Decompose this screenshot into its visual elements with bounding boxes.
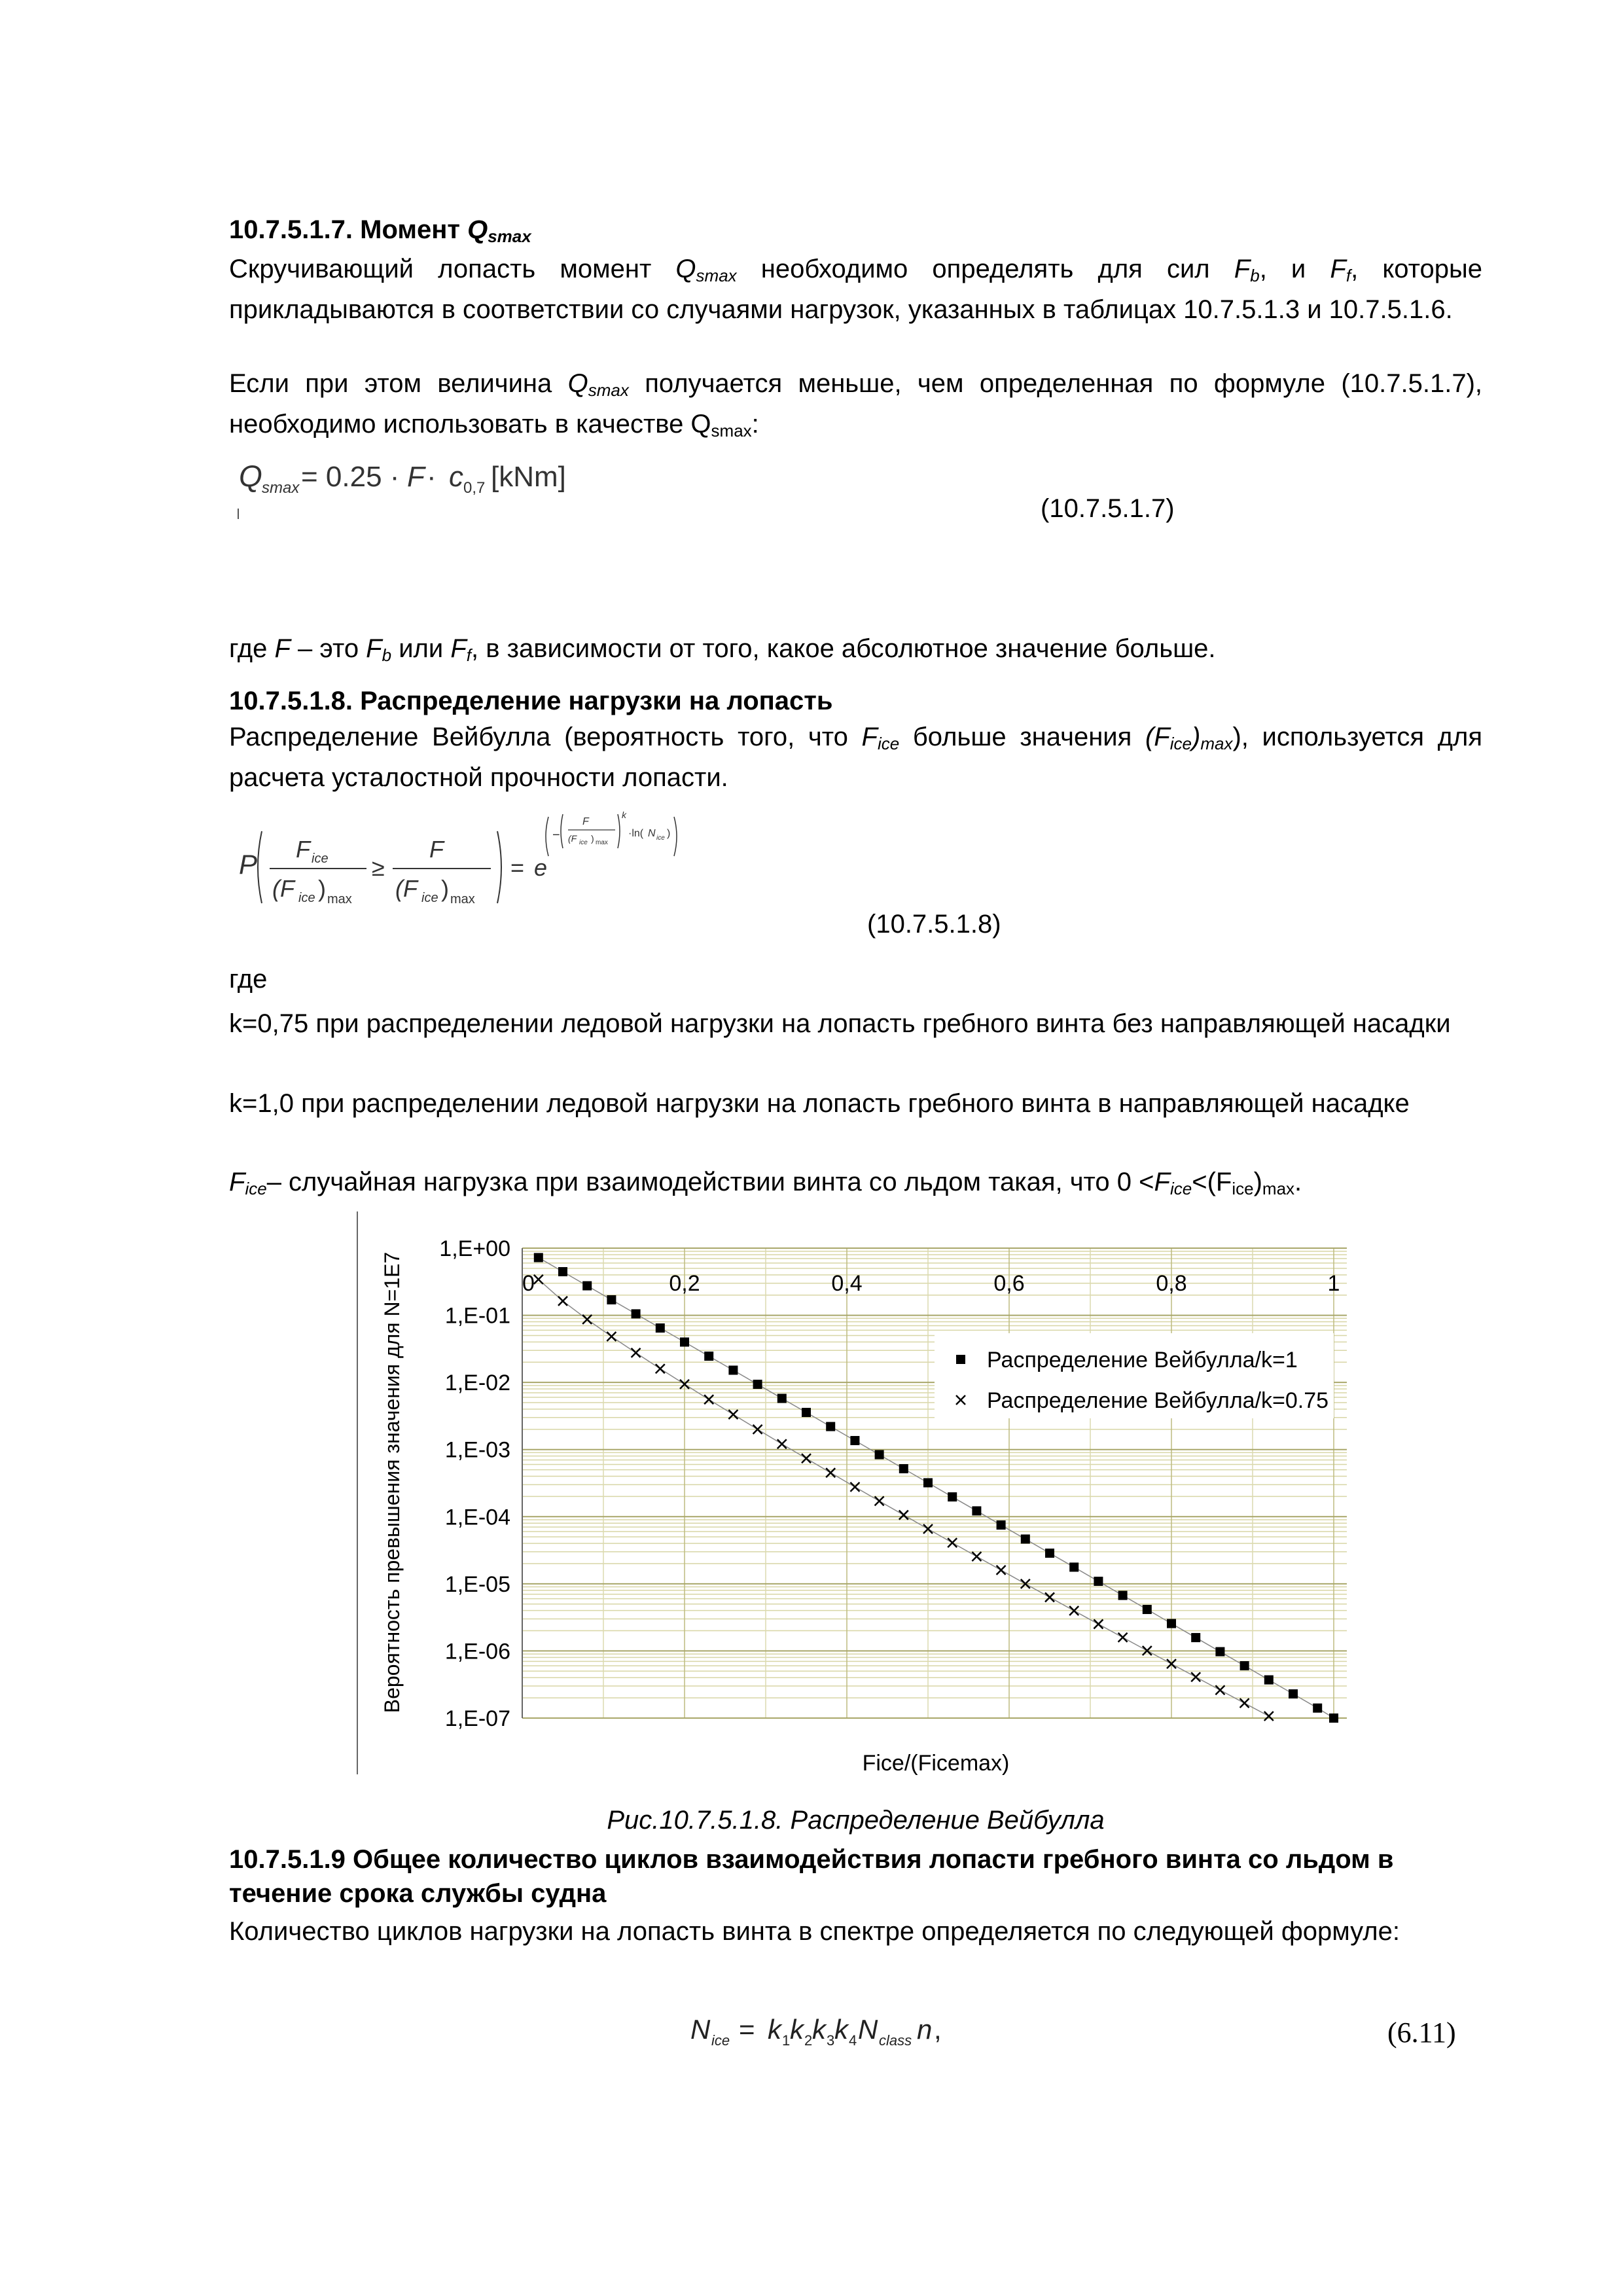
- svg-text:0,7: 0,7: [463, 479, 486, 497]
- svg-text:): ): [667, 828, 671, 839]
- heading-text: 10.7.5.1.8. Распределение нагрузки на лопасть: [229, 687, 833, 715]
- data-point-series-1: [632, 1309, 641, 1318]
- section-heading-load-distribution: [229, 684, 1482, 718]
- svg-text:ice: ice: [298, 891, 315, 905]
- data-point-series-1: [728, 1365, 738, 1374]
- text-line: Распределение Вейбулла (вероятность того, что $F_{ice}$ больше значения $(F_{ice})_{max}$), используется для расчета усталостной прочности лопасти.: [229, 723, 1482, 792]
- data-point-series-1: [582, 1282, 592, 1291]
- svg-text:): ): [318, 875, 326, 902]
- data-point-series-1: [1045, 1549, 1054, 1558]
- data-point-series-1: [1240, 1661, 1249, 1670]
- svg-text:max: max: [596, 839, 608, 846]
- data-point-series-1: [1191, 1633, 1200, 1642]
- heading-text: 10.7.5.1.9 Общее количество циклов взаимодействия лопасти гребного винта со льдом в течение срока службы судна: [229, 1845, 1394, 1908]
- paragraph-f-definition: [229, 632, 1482, 672]
- svg-text:F: F: [429, 836, 444, 863]
- svg-text:F: F: [582, 816, 589, 827]
- svg-text:ice: ice: [579, 839, 588, 846]
- y-tick-label: 1,E-01: [444, 1303, 510, 1329]
- paragraph-moment-definition: [229, 252, 1482, 327]
- data-point-series-1: [1167, 1619, 1176, 1628]
- data-point-series-1: [1118, 1591, 1128, 1600]
- formula-qsmax: [236, 455, 576, 530]
- svg-text:≥: ≥: [372, 854, 385, 881]
- svg-text:max: max: [327, 892, 352, 906]
- x-tick-label: 0,8: [1156, 1271, 1187, 1296]
- svg-text:c: c: [449, 461, 463, 493]
- data-point-series-1: [1329, 1713, 1338, 1723]
- svg-text:k: k: [834, 2014, 848, 2045]
- svg-text:ice: ice: [421, 891, 438, 905]
- data-point-series-1: [972, 1506, 981, 1515]
- y-tick-label: 1,E-02: [444, 1371, 510, 1396]
- weibull-chart: [353, 1208, 1361, 1777]
- data-point-series-1: [1264, 1676, 1274, 1685]
- y-tick-label: 1,E-06: [444, 1639, 510, 1664]
- text-line: $F_{ice}-$ случайная нагрузка при взаимодействии винта со льдом такая, что $0 <F_{ice}<(Fice)\max$.: [229, 1168, 1302, 1198]
- y-axis-label: Вероятность превышения значения для N=1E7: [380, 1251, 404, 1713]
- y-tick-label: 1,E-03: [444, 1437, 510, 1463]
- x-tick-label: 0,6: [993, 1271, 1025, 1296]
- paragraph-k10: [229, 1086, 1482, 1121]
- paragraph-k075: [229, 1007, 1482, 1041]
- data-point-series-1: [534, 1253, 543, 1262]
- data-point-series-1: [875, 1450, 884, 1460]
- svg-text:k: k: [622, 810, 626, 820]
- svg-text:): ): [591, 833, 594, 844]
- data-point-series-1: [802, 1408, 811, 1417]
- text-line: Если при этом величина $Q_{smax}$ получается меньше, чем определенная по формуле (10.7.5.1.7), необходимо использовать в качестве Qsmax:: [229, 369, 1482, 440]
- formula-weibull-image: [236, 805, 707, 923]
- svg-text:ice: ice: [312, 852, 329, 866]
- text-line: k=0,75 при распределении ледовой нагрузки на лопасть гребного винта без направляющей насадки: [229, 1009, 1451, 1038]
- formula-qsmax-image: [236, 455, 576, 527]
- data-point-series-1: [850, 1436, 859, 1445]
- paragraph-fice: [229, 1165, 1482, 1206]
- y-tick-label: 1,E-07: [444, 1706, 510, 1731]
- svg-text:N: N: [648, 828, 656, 839]
- svg-text:·: ·: [427, 461, 437, 493]
- svg-text:smax: smax: [262, 479, 300, 497]
- equation-number: (6.11): [1387, 2017, 1456, 2049]
- svg-text:= 0.25 ·: = 0.25 ·: [301, 461, 400, 493]
- legend-label-1: Распределение Вейбулла/k=1: [987, 1348, 1298, 1372]
- formula-weibull: [236, 805, 707, 926]
- svg-text:k: k: [768, 2014, 781, 2045]
- figure-caption: Рис.10.7.5.1.8. Распределение Вейбулла: [607, 1806, 1105, 1835]
- svg-text:·ln(: ·ln(: [628, 828, 644, 839]
- text-line: где: [229, 965, 268, 994]
- svg-text:N: N: [690, 2014, 711, 2045]
- paragraph-cycles: [229, 1914, 1482, 1948]
- svg-text:F: F: [407, 461, 425, 493]
- svg-text:ice: ice: [656, 834, 665, 842]
- x-tick-label: 0,4: [831, 1271, 863, 1296]
- paragraph-where: [229, 962, 1482, 996]
- svg-text:k: k: [812, 2014, 826, 2045]
- equation-number: (10.7.5.1.7): [1041, 494, 1175, 523]
- data-point-series-1: [777, 1394, 787, 1403]
- svg-text:−: −: [552, 828, 560, 842]
- data-point-series-1: [1289, 1689, 1298, 1698]
- x-tick-label: 0: [522, 1271, 535, 1296]
- data-point-series-1: [899, 1464, 908, 1473]
- data-point-series-1: [1215, 1647, 1224, 1657]
- svg-text:3: 3: [827, 2032, 835, 2049]
- data-point-series-1: [753, 1380, 762, 1389]
- data-point-series-1: [607, 1295, 616, 1304]
- data-point-series-1: [1143, 1605, 1152, 1614]
- equation-number: (10.7.5.1.8): [867, 910, 1001, 939]
- svg-text:2: 2: [804, 2032, 813, 2049]
- y-tick-label: 1,E+00: [439, 1236, 510, 1261]
- svg-text:Q: Q: [239, 459, 262, 493]
- data-point-series-1: [704, 1352, 713, 1361]
- heading-subscript: smax: [488, 226, 531, 246]
- svg-text:1: 1: [782, 2032, 791, 2049]
- svg-text:n: n: [917, 2014, 933, 2045]
- heading-text: 10.7.5.1.7. Момент: [229, 215, 460, 244]
- data-point-series-1: [1313, 1704, 1322, 1713]
- paragraph-moment-condition: [229, 367, 1482, 448]
- data-point-series-1: [656, 1323, 665, 1333]
- svg-text:k: k: [790, 2014, 804, 2045]
- x-tick-label: 0,2: [669, 1271, 700, 1296]
- svg-text:max: max: [450, 892, 475, 906]
- data-point-series-1: [1069, 1562, 1079, 1571]
- svg-text:class: class: [879, 2032, 912, 2049]
- text-line: Скручивающий лопасть момент $Q_{smax}$ необходимо определять для сил $F_b$, и $F_f$, которые прикладываются в соответствии со случаями нагрузок, указанных в таблицах 10.7.5.1.3 и 10.7.5.1.6.: [229, 255, 1482, 324]
- data-point-series-1: [1021, 1534, 1030, 1543]
- data-point-series-1: [680, 1338, 689, 1347]
- text-line: Количество циклов нагрузки на лопасть винта в спектре определяется по следующей формуле:: [229, 1917, 1400, 1946]
- svg-text:): ): [441, 875, 449, 902]
- svg-text:,: ,: [934, 2014, 942, 2045]
- svg-text:F: F: [296, 836, 310, 863]
- x-tick-label: 1: [1327, 1271, 1340, 1296]
- svg-text:(F: (F: [395, 875, 418, 902]
- svg-text:(F: (F: [568, 833, 577, 844]
- legend-label-2: Распределение Вейбулла/k=0.75: [987, 1388, 1329, 1413]
- data-point-series-1: [997, 1520, 1006, 1530]
- data-point-series-1: [826, 1422, 835, 1431]
- heading-symbol: Q: [467, 215, 488, 244]
- svg-text:(F: (F: [272, 875, 294, 902]
- svg-text:=: =: [739, 2014, 755, 2045]
- x-axis-label: Fice/(Ficemax): [862, 1751, 1010, 1776]
- legend-marker-1: [956, 1355, 965, 1364]
- svg-text:=: =: [510, 854, 525, 881]
- text-line: где F – это $F_b$ или $F_f$, в зависимости от того, какое абсолютное значение больше.: [229, 634, 1216, 665]
- text-line: k=1,0 при распределении ледовой нагрузки на лопасть гребного винта в направляющей насадке: [229, 1089, 1410, 1118]
- svg-text:[kNm]: [kNm]: [491, 461, 566, 493]
- data-point-series-1: [1094, 1577, 1103, 1586]
- data-point-series-1: [923, 1478, 933, 1487]
- svg-text:N: N: [858, 2014, 878, 2045]
- section-heading-moment: [229, 213, 1482, 253]
- svg-text:ice: ice: [711, 2032, 730, 2049]
- data-point-series-1: [948, 1492, 957, 1501]
- y-tick-label: 1,E-04: [444, 1505, 510, 1530]
- svg-text:P: P: [239, 849, 258, 880]
- section-heading-cycles: [229, 1842, 1482, 1910]
- svg-text:e: e: [534, 854, 548, 881]
- formula-nice-image: [690, 2006, 991, 2058]
- data-point-series-1: [558, 1267, 567, 1276]
- svg-text:4: 4: [849, 2032, 857, 2049]
- paragraph-weibull: [229, 720, 1482, 795]
- y-tick-label: 1,E-05: [444, 1571, 510, 1597]
- formula-nice: [690, 2006, 991, 2062]
